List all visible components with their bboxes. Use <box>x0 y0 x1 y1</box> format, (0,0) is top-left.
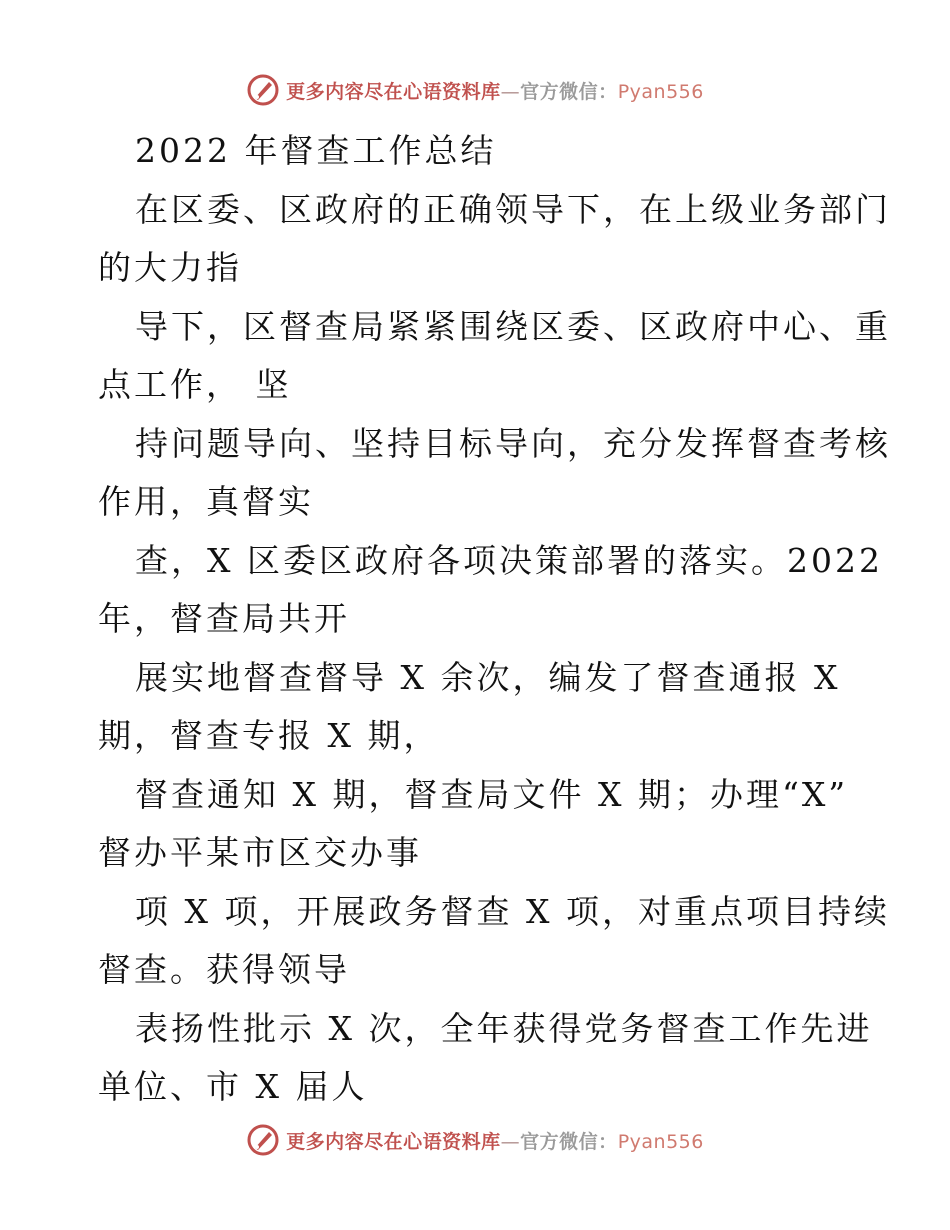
header-watermark <box>0 70 950 110</box>
watermark-dash: — <box>500 80 521 103</box>
paragraph-line: 点工作， 坚 <box>98 365 292 404</box>
paragraph-line: 导下，区督查局紧紧围绕区委、区政府中心、重 <box>135 306 891 346</box>
paragraph-line: 在区委、区政府的正确领导下，在上级业务部门 <box>135 189 891 229</box>
paragraph-line: 表扬性批示 X 次，全年获得党务督查工作先进 <box>135 1008 873 1048</box>
watermark-dash: — <box>500 1130 521 1153</box>
watermark-brand-text: 更多内容尽在心语资料库 <box>286 80 501 103</box>
paragraph-line: 展实地督查督导 X 余次，编发了督查通报 X <box>135 657 841 697</box>
paragraph-line: 作用，真督实 <box>98 482 314 521</box>
watermark-brand-text: 更多内容尽在心语资料库 <box>286 1130 501 1153</box>
document-title: 2022 年督查工作总结 <box>135 131 497 170</box>
watermark-official-text: 官方微信： <box>520 80 618 103</box>
paragraph-line: 持问题导向、坚持目标导向，充分发挥督查考核 <box>135 423 891 463</box>
paragraph-line: 单位、市 X 届人 <box>98 1067 368 1106</box>
quill-circle-icon <box>246 1123 280 1157</box>
document-body <box>98 122 891 1117</box>
watermark-official-text: 官方微信： <box>520 1130 618 1153</box>
paragraph-line: 查，X 区委区政府各项决策部署的落实。2022 <box>135 540 883 580</box>
paragraph-line: 督查通知 X 期，督查局文件 X 期；办理“X” <box>135 774 849 814</box>
quill-circle-icon <box>246 73 280 107</box>
watermark-account-id: Pyan556 <box>617 1130 704 1153</box>
watermark-account-id: Pyan556 <box>617 80 704 103</box>
paragraph-line: 督办平某市区交办事 <box>98 833 422 872</box>
paragraph-line: 期，督查专报 X 期， <box>98 716 440 755</box>
paragraph-line: 项 X 项，开展政务督查 X 项，对重点项目持续 <box>135 891 890 931</box>
footer-watermark <box>0 1120 950 1160</box>
paragraph-line: 的大力指 <box>98 248 242 287</box>
paragraph-line: 督查。获得领导 <box>98 950 350 989</box>
paragraph-line: 年，督查局共开 <box>98 599 350 638</box>
